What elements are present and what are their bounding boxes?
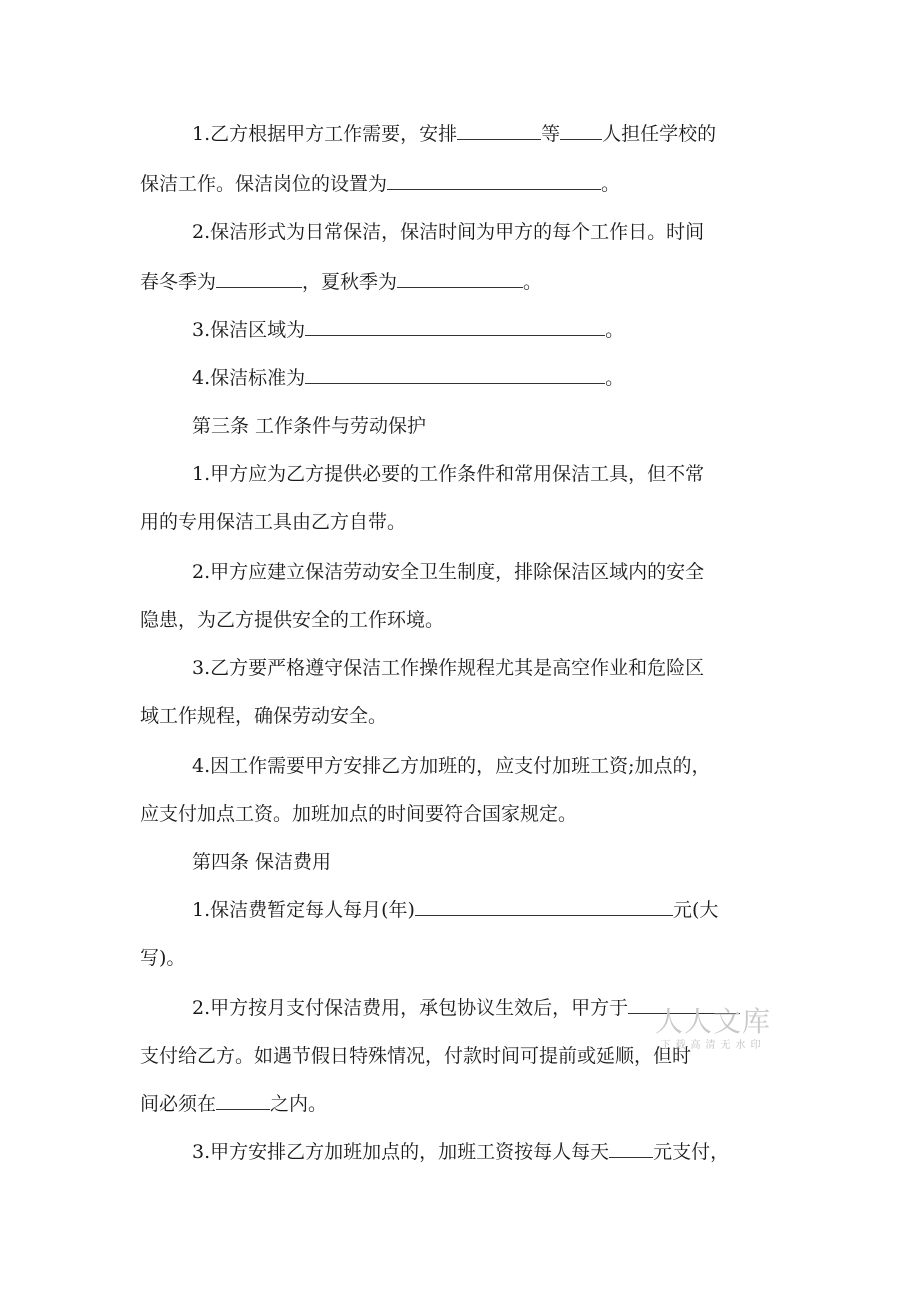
paragraph-line [192,1138,729,1166]
paragraph-line: 2.保洁形式为日常保洁，保洁时间为甲方的每个工作日。时间 [192,221,705,243]
watermark-subtitle: 下载高清无水印 [660,1040,766,1051]
paragraph-line: 隐患，为乙方提供安全的工作环境。 [140,609,445,631]
fill-blank [216,269,302,288]
fill-blank [415,897,673,916]
text: 元(大 [672,899,719,921]
paragraph-line [140,268,542,296]
text: 。 [523,271,543,293]
fill-blank [305,365,605,384]
paragraph-line [192,364,624,392]
section-heading-3: 第三条 工作条件与劳动保护 [192,415,427,437]
text: 2.甲方按月支付保洁费用，承包协议生效后，甲方于 [192,997,629,1019]
text: 元支付， [653,1141,730,1163]
watermark-title: 人人文库 [654,1005,771,1038]
paragraph-line: 2.甲方应建立保洁劳动安全卫生制度，排除保洁区域内的安全 [192,561,705,583]
text: 4.保洁标准为 [192,367,306,389]
paragraph-line: 应支付加点工资。加班加点的时间要符合国家规定。 [140,803,578,825]
fill-blank [628,995,740,1014]
text: 3.保洁区域为 [192,319,306,341]
text: 。 [601,173,621,195]
paragraph-line: 4.因工作需要甲方安排乙方加班的，应支付加班工资;加点的， [192,755,711,777]
paragraph-line [192,316,624,344]
text: ，夏秋季为 [302,271,398,293]
section-heading-4: 第四条 保洁费用 [192,851,332,873]
text: 人担任学校的 [602,123,717,145]
fill-blank [387,171,601,190]
paragraph-line [192,896,718,924]
text: 3.甲方安排乙方加班加点的，加班工资按每人每天 [192,1141,610,1163]
fill-blank [609,1139,653,1158]
text: 间必须在 [140,1093,217,1115]
paragraph-line: 3.乙方要严格遵守保洁工作操作规程尤其是高空作业和危险区 [192,657,705,679]
text: 春冬季为 [140,271,217,293]
text: 1.乙方根据甲方工作需要，安排 [192,123,458,145]
text: 等 [541,123,561,145]
paragraph-line [140,170,620,198]
fill-blank [560,121,602,140]
text: 保洁工作。保洁岗位的设置为 [140,173,388,195]
paragraph-line [140,1090,327,1118]
paragraph-line: 域工作规程，确保劳动安全。 [140,705,388,727]
fill-blank [457,121,541,140]
text: 1.保洁费暂定每人每月(年) [192,899,415,921]
paragraph-line [192,994,740,1022]
text: 之内。 [270,1093,328,1115]
paragraph-line [192,120,716,148]
paragraph-line: 写)。 [140,947,186,969]
fill-blank [397,269,523,288]
text: 。 [605,319,625,341]
fill-blank [216,1091,270,1110]
paragraph-line: 用的专用保洁工具由乙方自带。 [140,511,407,533]
paragraph-line: 支付给乙方。如遇节假日特殊情况，付款时间可提前或延顺，但时 [140,1045,692,1067]
text: 。 [605,367,625,389]
fill-blank [305,317,605,336]
paragraph-line: 1.甲方应为乙方提供必要的工作条件和常用保洁工具，但不常 [192,463,705,485]
